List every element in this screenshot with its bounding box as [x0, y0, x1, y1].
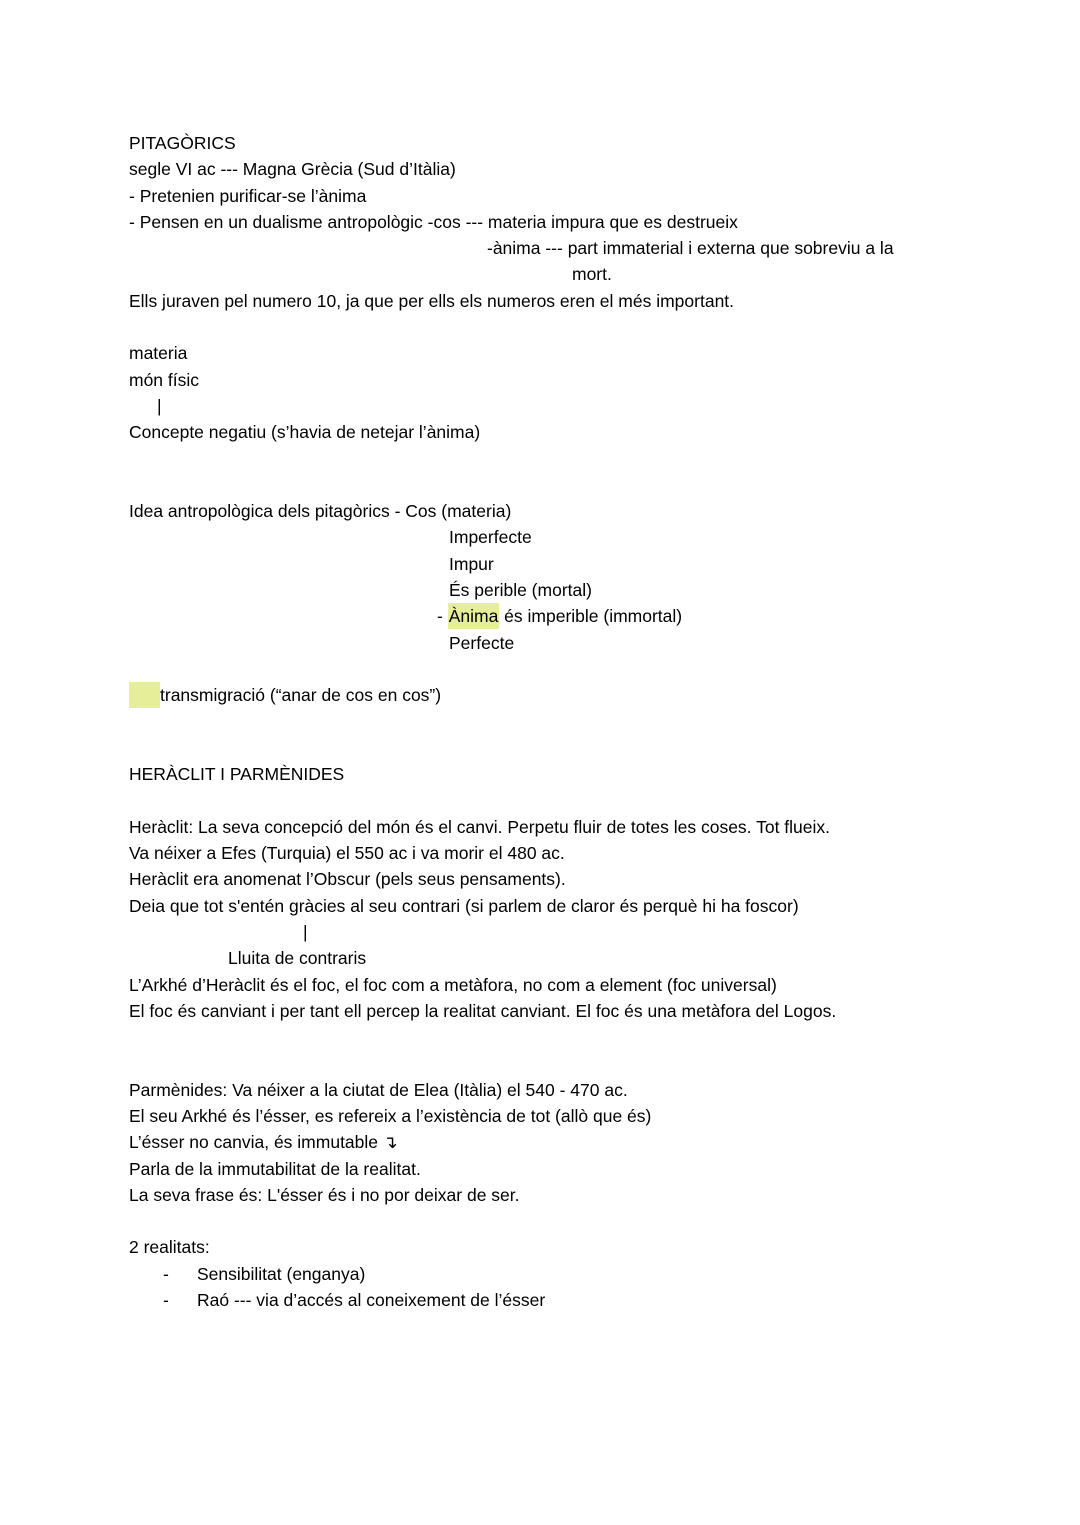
transmigracio-text: transmigració (“anar de cos en cos”): [160, 685, 442, 706]
anima-perfecte-line: Perfecte: [449, 632, 515, 653]
pitagorics-origin-line: segle VI ac --- Magna Grècia (Sud d’Itàlia): [129, 159, 456, 180]
anima-line-rest: és imperible (immortal): [499, 606, 683, 627]
pitagorics-point-purificar: - Pretenien purificar-se l’ànima: [129, 185, 367, 206]
blank-line: [129, 314, 1040, 340]
vertical-connector-heraclit: |: [303, 921, 308, 942]
highlighted-word-anima: Ànima: [448, 603, 500, 629]
realitats-item-text: Raó --- via d’accés al coneixement de l’ésser: [197, 1290, 546, 1311]
vertical-connector-materia: |: [157, 395, 162, 416]
pitagorics-dualisme-mort-line: mort.: [572, 264, 612, 285]
blank-line: [129, 1024, 1040, 1050]
lluita-de-contraris-line: Lluita de contraris: [228, 948, 367, 969]
bullet-dash: -: [163, 1263, 169, 1284]
bullet-dash: -: [163, 1290, 169, 1311]
section-title-pitagorics: PITAGÒRICS: [129, 133, 236, 153]
cos-imperfecte-line: Imperfecte: [449, 527, 532, 548]
concepte-negatiu-line: Concepte negatiu (s’havia de netejar l’ànima): [129, 422, 481, 443]
blank-line: [129, 656, 1040, 682]
blank-line: [129, 472, 1040, 498]
realitats-item-sensibilitat: [163, 1261, 1040, 1287]
blank-line: [129, 787, 1040, 813]
blank-line: [129, 709, 1040, 735]
pitagorics-point-dualisme: - Pensen en un dualisme antropològic -cos --- materia impura que es destrueix: [129, 211, 738, 232]
parmenides-arkhe-line: El seu Arkhé és l’ésser, es refereix a l’existència de tot (allò que és): [129, 1105, 652, 1126]
parmenides-neixer-line: Parmènides: Va néixer a la ciutat de Elea (Itàlia) el 540 - 470 ac.: [129, 1079, 628, 1100]
idea-antropologica-header: Idea antropològica dels pitagòrics - Cos (materia): [129, 501, 512, 522]
blank-line: [129, 735, 1040, 761]
blank-line: [129, 1050, 1040, 1076]
heraclit-arkhe-line: L’Arkhé d’Heràclit és el foc, el foc com a metàfora, no com a element (foc universal): [129, 974, 777, 995]
realitats-item-rao: [163, 1287, 1040, 1313]
section-title-heraclit-parmenides: HERÀCLIT I PARMÈNIDES: [129, 764, 345, 785]
mon-fisic-line: món físic: [129, 369, 200, 390]
transmigracio-line: [129, 682, 1040, 708]
parmenides-immutable-line: L’ésser no canvia, és immutable ↴: [129, 1132, 398, 1153]
cos-impur-line: Impur: [449, 553, 494, 574]
pitagorics-dualisme-anima-line: -ànima --- part immaterial i externa que sobreviu a la: [487, 238, 894, 259]
parmenides-frase-line: La seva frase és: L'ésser és i no por deixar de ser.: [129, 1184, 520, 1205]
heraclit-contrari-line: Deia que tot s'entén gràcies al seu contrari (si parlem de claror és perquè hi ha foscor): [129, 895, 799, 916]
pitagorics-jurament-line: Ells juraven pel numero 10, ja que per ells els numeros eren el més important.: [129, 290, 735, 311]
cos-perible-line: És perible (mortal): [449, 580, 592, 601]
realitats-header: 2 realitats:: [129, 1237, 210, 1258]
heraclit-foc-line: El foc és canviant i per tant ell percep la realitat canviant. El foc és una metàfora del Logos.: [129, 1000, 837, 1021]
materia-line: materia: [129, 343, 188, 364]
heraclit-neixer-line: Va néixer a Efes (Turquia) el 550 ac i va morir el 480 ac.: [129, 843, 565, 864]
realitats-item-text: Sensibilitat (enganya): [197, 1263, 366, 1284]
anima-line-prefix: -: [437, 606, 448, 627]
parmenides-immutabilitat-line: Parla de la immutabilitat de la realitat.: [129, 1158, 421, 1179]
heraclit-obscur-line: Heràclit era anomenat l’Obscur (pels seus pensaments).: [129, 869, 566, 890]
highlight-blank-block: [129, 682, 160, 708]
heraclit-concepcio-line: Heràclit: La seva concepció del món és el canvi. Perpetu fluir de totes les coses. Tot flueix.: [129, 816, 831, 837]
anima-imperible-line: [437, 603, 1040, 629]
blank-line: [129, 446, 1040, 472]
blank-line: [129, 1208, 1040, 1234]
